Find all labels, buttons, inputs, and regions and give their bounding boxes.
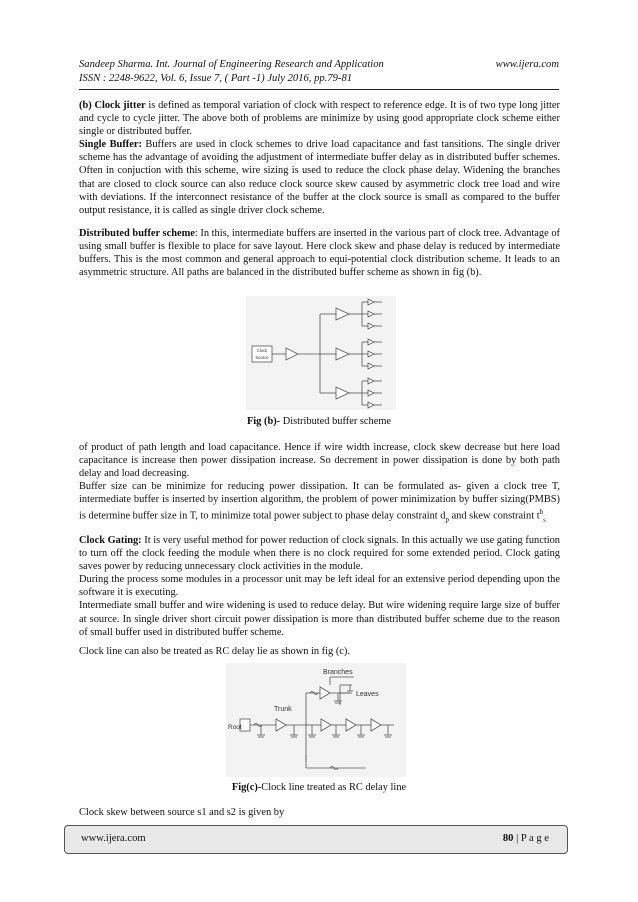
section-clock-skew: [79, 806, 560, 819]
running-header: [79, 58, 559, 86]
paragraph-single-buffer: Single Buffer: Buffers are used in clock schemes to drive load capacitance and fast tansitions. The single driver scheme has the advantage of avoiding the adjustment of intermediate buffer delay as in distributed buffer schemes. Often in conjuction with this scheme, wire sizing is used to reduce the clock phase delay. Widening the branches that are closed to clock source can also reduce clock source skew caused by asymmetric clock tree load and wire with deviations. If the interconnect resistance of the buffer at the clock source is small as compared to the buffer output resistance, it is called as single driver clock scheme.: [79, 139, 560, 216]
header-website[interactable]: www.ijera.com: [495, 59, 559, 70]
term-distributed-buffer: Distributed buffer scheme: [79, 227, 195, 239]
label-root: Root: [228, 724, 242, 731]
term-clock-gating: Clock Gating:: [79, 535, 142, 546]
clock-source-label-1: Clock: [256, 348, 268, 353]
label-trunk: Trunk: [274, 706, 292, 713]
term-clock-jitter: (b) Clock jitter: [79, 100, 146, 111]
section-clock-gating: [79, 534, 560, 658]
header-rule: [79, 89, 559, 90]
figure-distributed-buffer-scheme: [246, 296, 396, 410]
header-issn: ISSN : 2248-9622, Vol. 6, Issue 7, ( Part -1) July 2016, pp.79-81: [79, 73, 353, 84]
page-footer: [64, 825, 568, 854]
clock-source-label-2: Source: [255, 355, 269, 360]
paragraph-clock-gating: Clock Gating: It is very useful method for power reduction of clock signals. In this actually we use gating function to turn off the clock feeding the module when there is no clock required for some extended period. Clock gating saves power by reducing unnecessary clock activities in the module.: [79, 535, 560, 573]
section-clock-jitter: [79, 99, 560, 279]
paragraph-rc-delay: Clock line can also be treated as RC delay lie as shown in fig (c).: [79, 645, 350, 657]
figure-b-caption: Fig (b)- Distributed buffer scheme: [246, 416, 392, 427]
label-leaves: Leaves: [356, 691, 379, 698]
footer-website[interactable]: www.ijera.com: [81, 833, 146, 844]
paragraph-buffer-size: Buffer size can be minimize for reducing power dissipation. It can be formulated as- given a clock tree T, intermediate buffer is inserted by insertion algorithm, the problem of power minimization by buffer sizing(PMBS) is determine buffer size in T, to minimize total power subject to phase delay constraint $d_p$ and skew constraint $t^b_{s.}$: [79, 481, 560, 525]
paragraph-clock-jitter: (b) Clock jitter is defined as temporal variation of clock with respect to reference edge. It is of two type long jitter and cycle to cycle jitter. The above both of problems are minimize by using good appropriate clock scheme either single or distributed buffer.: [79, 100, 560, 138]
paragraph-distributed-buffer: Distributed buffer scheme: In this, intermediate buffers are inserted in the various part of clock tree. Advantage of using small buffer is flexible to place for save layout. Here clock skew and phase delay is reduced by intermediate buffers. This is the most common and general approach to equi-potential clock distribution scheme. It leads to an asymmetric structure. All paths are balanced in the distributed buffer scheme as shown in fig (b).: [79, 227, 560, 279]
paragraph-ideal-modules: During the process some modules in a processor unit may be left ideal for an extensive period depending upon the software it is executing.: [79, 574, 560, 599]
section-buffer-sizing: [79, 441, 560, 528]
term-single-buffer: Single Buffer:: [79, 139, 142, 151]
paragraph-path-length: of product of path length and load capacitance. Hence if wire width increase, clock skew decrease but here load capacitance is increase then power dissipation increase. So decrement in power dissipation is done by both path delay and load decreasing.: [79, 442, 560, 480]
label-branches: Branches: [323, 669, 353, 676]
header-citation: Sandeep Sharma. Int. Journal of Engineering Research and Application: [79, 59, 384, 70]
figure-c-caption: Fig(c)-Clock line treated as RC delay line: [231, 782, 407, 793]
figure-rc-delay-line: [226, 663, 406, 777]
paragraph-wire-widening: Intermediate small buffer and wire widening is used to reduce delay. But wire widening require large size of buffer at source. In single driver short circuit power dissipation is more than distributed buffer scheme due to the reason of small buffer used in distributed buffer scheme.: [79, 600, 560, 638]
paragraph-clock-skew: Clock skew between source s1 and s2 is given by: [79, 807, 285, 818]
footer-page-number: 80 | P a g e: [502, 833, 549, 844]
